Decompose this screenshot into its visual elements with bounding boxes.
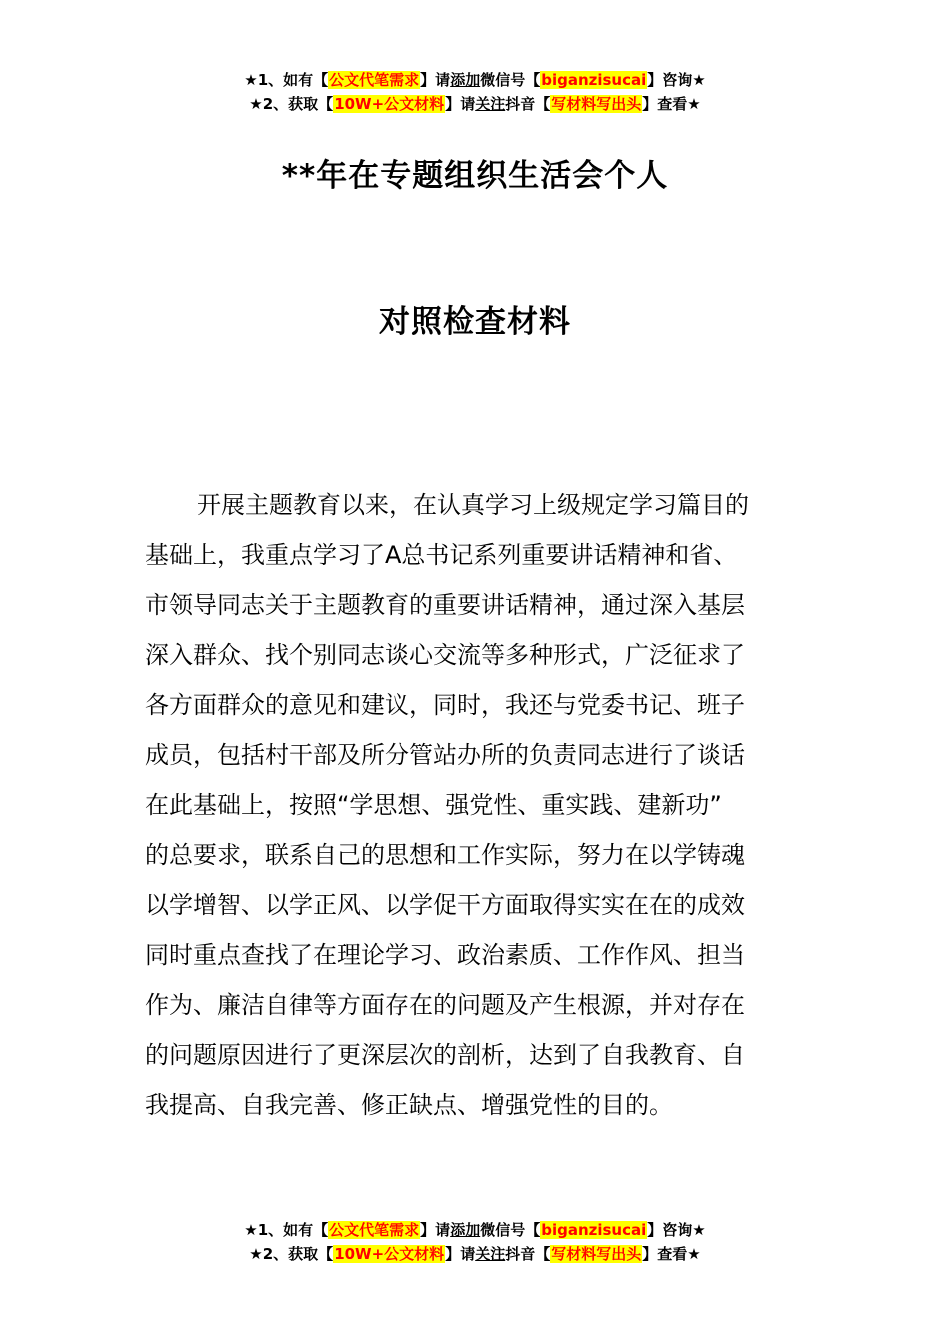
paragraph-line: 深入群众、找个别同志谈心交流等多种形式，广泛征求了 <box>145 641 745 669</box>
paragraph-line: 以学增智、以学正风、以学促干方面取得实实在在的成效 <box>145 891 745 919</box>
banner-line-2: ★2、获取【10W+公文材料】请关注抖音【写材料写出头】查看★ <box>249 1245 701 1263</box>
banner-line-1: ★1、如有【公文代笔需求】请添加微信号【biganzisucai】咨询★ <box>244 71 706 89</box>
paragraph-line: 同时重点查找了在理论学习、政治素质、工作作风、担当 <box>145 941 745 969</box>
banner-line-1: ★1、如有【公文代笔需求】请添加微信号【biganzisucai】咨询★ <box>244 1221 706 1239</box>
paragraph-line: 在此基础上，按照“学思想、强党性、重实践、建新功” <box>145 791 722 819</box>
paragraph-line: 的问题原因进行了更深层次的剖析，达到了自我教育、自 <box>145 1041 745 1069</box>
paragraph-line: 开展主题教育以来，在认真学习上级规定学习篇目的 <box>197 491 749 519</box>
paragraph-line: 成员，包括村干部及所分管站办所的负责同志进行了谈话 <box>145 741 745 769</box>
materials-highlight: 10W+公文材料 <box>334 1245 445 1263</box>
wechat-id: biganzisucai <box>541 71 647 89</box>
body-paragraph <box>145 480 809 1130</box>
service-highlight: 公文代笔需求 <box>329 1221 420 1239</box>
wechat-id: biganzisucai <box>541 1221 647 1239</box>
materials-highlight: 10W+公文材料 <box>334 95 445 113</box>
banner-line-2: ★2、获取【10W+公文材料】请关注抖音【写材料写出头】查看★ <box>249 95 701 113</box>
paragraph-line: 各方面群众的意见和建议，同时，我还与党委书记、班子 <box>145 691 745 719</box>
douyin-account: 写材料写出头 <box>551 95 642 113</box>
bottom-banner <box>0 1218 950 1266</box>
paragraph-line: 的总要求，联系自己的思想和工作实际，努力在以学铸魂 <box>145 841 745 869</box>
paragraph-line: 我提高、自我完善、修正缺点、增强党性的目的。 <box>145 1091 673 1119</box>
paragraph-line: 作为、廉洁自律等方面存在的问题及产生根源，并对存在 <box>145 991 745 1019</box>
document-title-line-1: **年在专题组织生活会个人 <box>281 158 669 194</box>
service-highlight: 公文代笔需求 <box>329 71 420 89</box>
paragraph-line: 市领导同志关于主题教育的重要讲话精神，通过深入基层 <box>145 591 745 619</box>
document-title-line-2: 对照检查材料 <box>379 304 571 340</box>
top-banner <box>0 68 950 116</box>
douyin-account: 写材料写出头 <box>551 1245 642 1263</box>
paragraph-line: 基础上，我重点学习了A总书记系列重要讲话精神和省、 <box>145 541 738 569</box>
